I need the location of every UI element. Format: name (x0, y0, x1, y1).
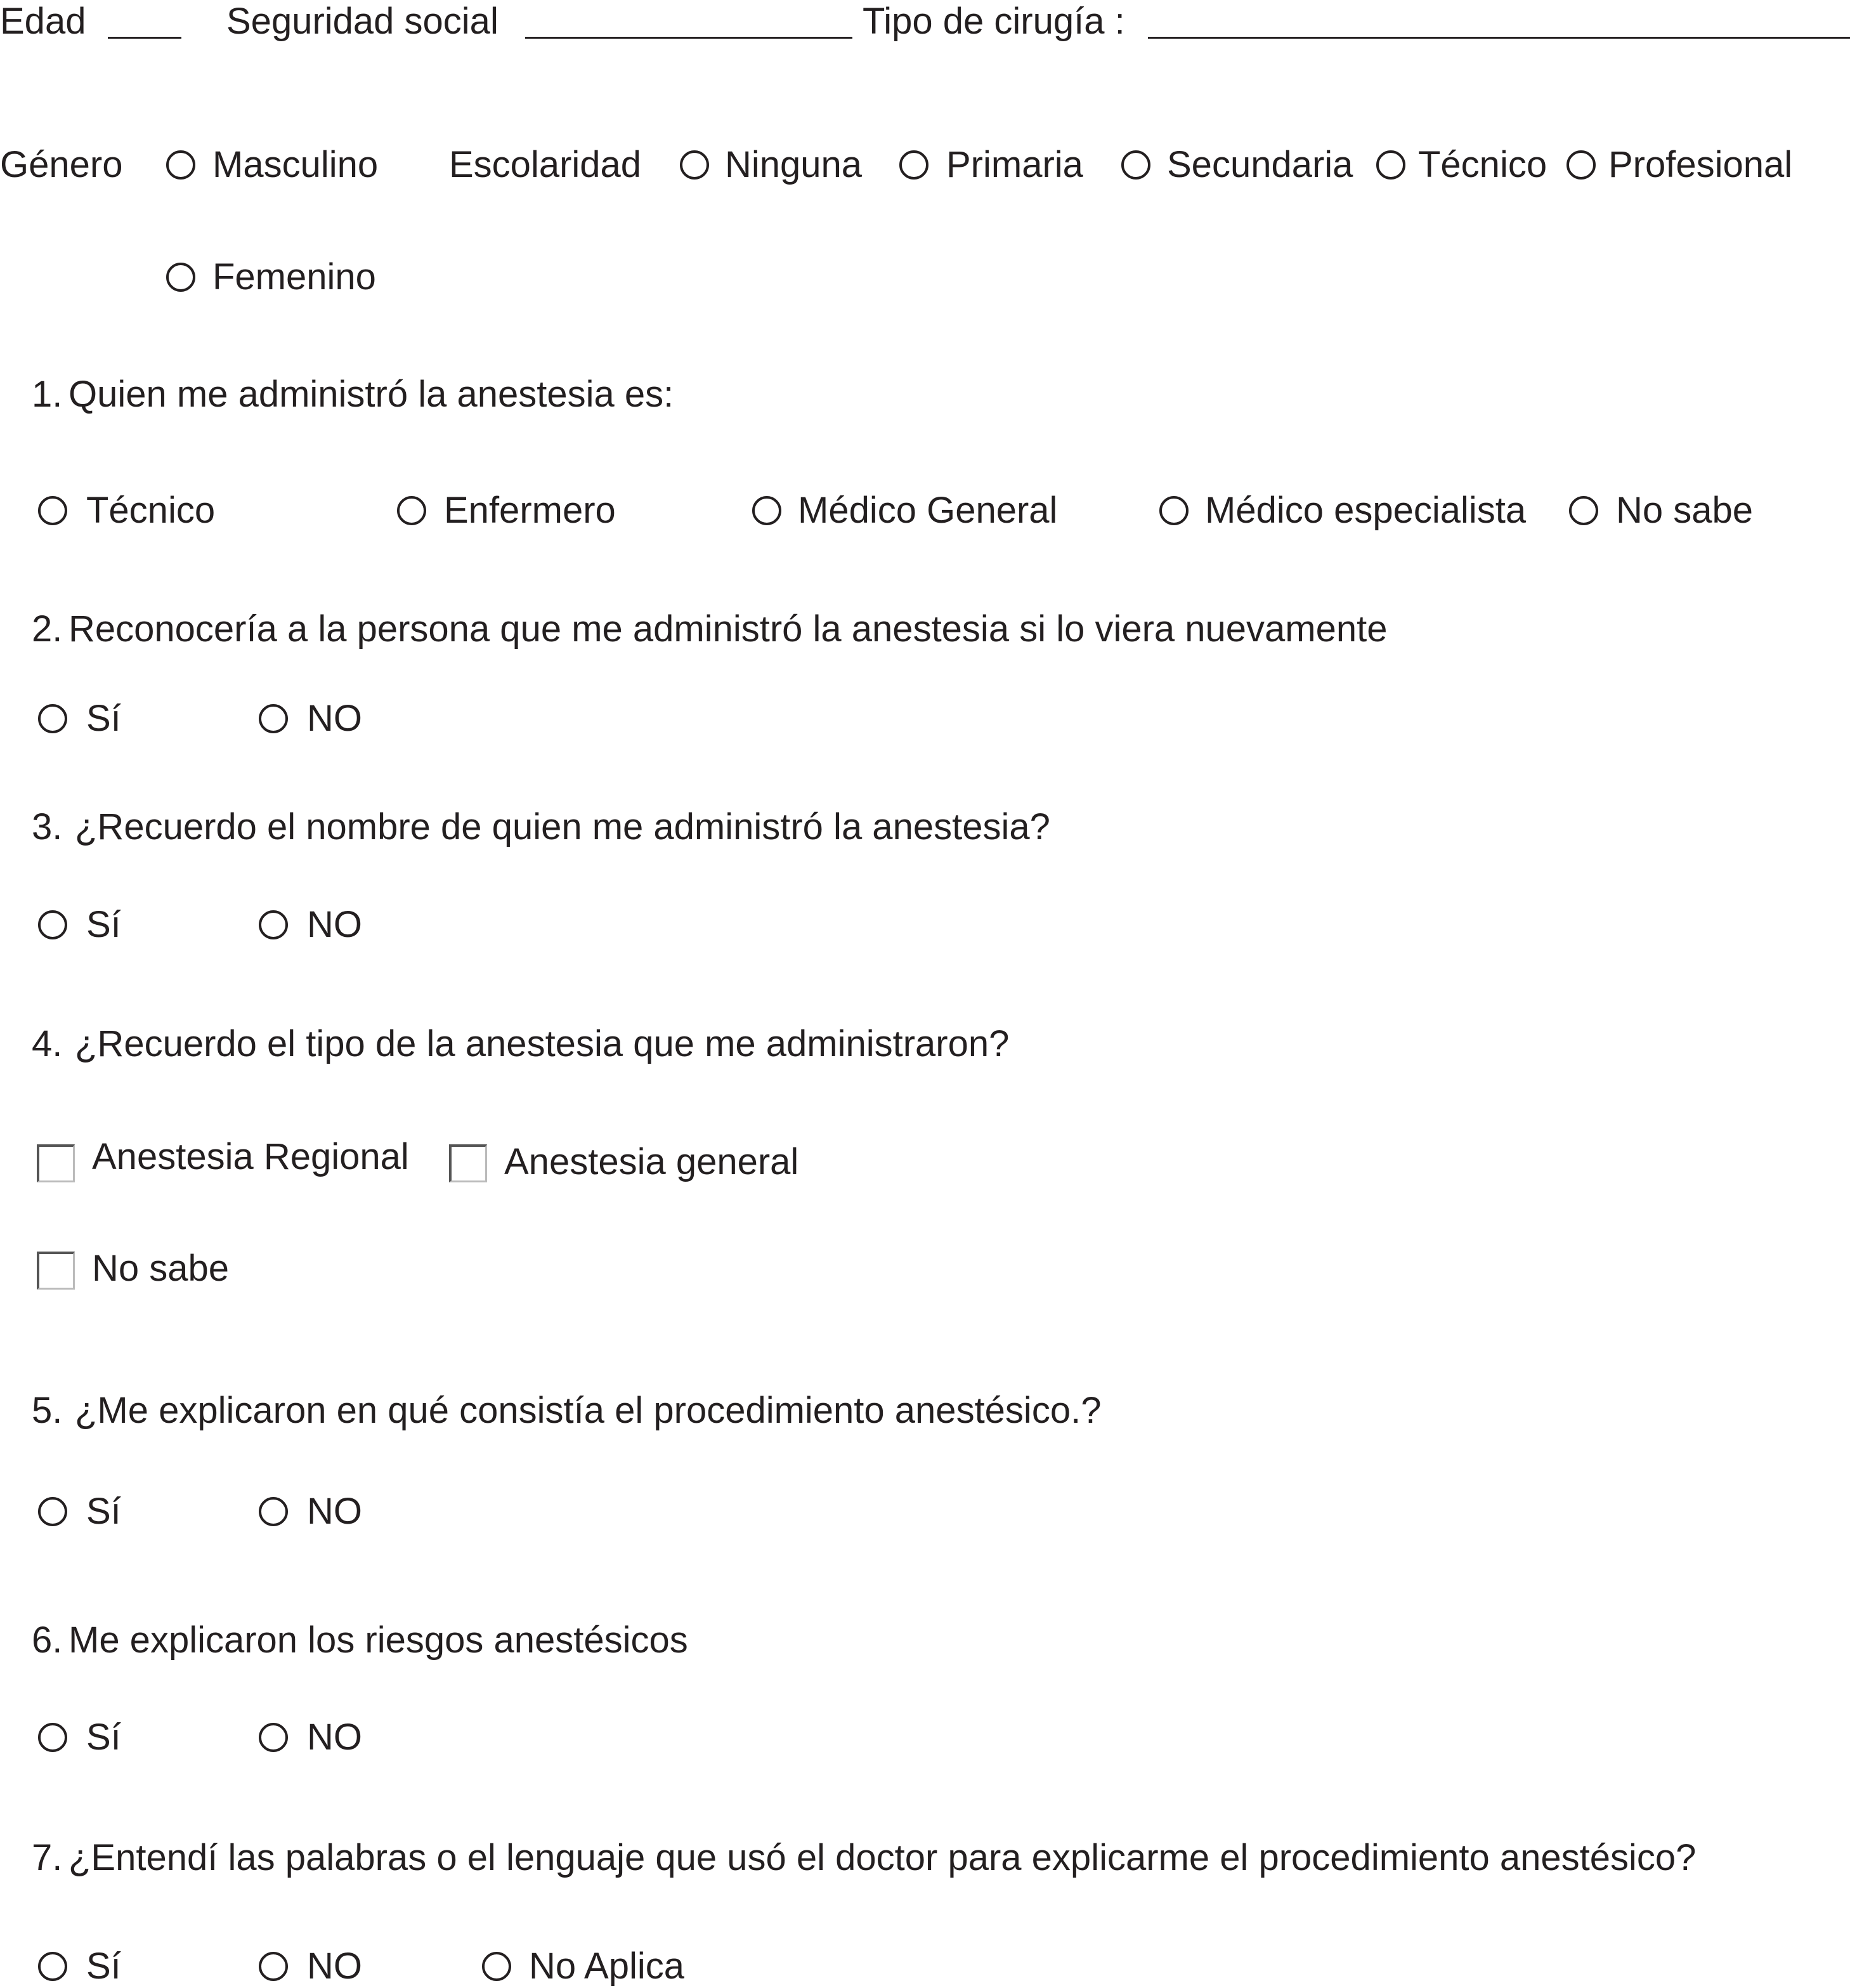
radio-secundaria[interactable] (1121, 150, 1150, 180)
radio-q3-no[interactable] (259, 910, 288, 939)
question-7-text: ¿Entendí las palabras o el lenguaje que usó el doctor para explicarme el procedimiento anestésico? (68, 1837, 1697, 1878)
question-3-text: ¿Recuerdo el nombre de quien me administró la anestesia? (75, 806, 1050, 847)
radio-tecnico-escolaridad[interactable] (1376, 150, 1405, 180)
edad-field[interactable] (108, 37, 181, 39)
question-6-number: 6. (32, 1619, 63, 1661)
seguridad-social-label: Seguridad social (226, 1, 498, 42)
option-secundaria: Secundaria (1167, 144, 1353, 185)
edad-label: Edad (0, 1, 86, 42)
question-5-number: 5. (32, 1390, 63, 1431)
radio-masculino[interactable] (166, 150, 195, 180)
question-1-text: Quien me administró la anestesia es: (68, 374, 674, 415)
option-profesional: Profesional (1608, 144, 1793, 185)
q1-option-enfermero: Enfermero (444, 490, 616, 531)
genero-label: Género (0, 144, 123, 185)
question-4-number: 4. (32, 1023, 63, 1064)
checkbox-q4-regional[interactable] (37, 1144, 75, 1182)
radio-q7-no[interactable] (259, 1952, 288, 1981)
q6-option-no: NO (307, 1717, 362, 1758)
radio-q6-si[interactable] (38, 1723, 67, 1752)
radio-q7-no-aplica[interactable] (482, 1952, 511, 1981)
checkbox-q4-no-sabe[interactable] (37, 1252, 75, 1290)
radio-q1-no-sabe[interactable] (1569, 496, 1598, 525)
option-masculino: Masculino (212, 144, 379, 185)
question-1-number: 1. (32, 374, 63, 415)
q7-option-no-aplica: No Aplica (529, 1945, 685, 1987)
radio-q1-medico-general[interactable] (752, 496, 781, 525)
radio-ninguna[interactable] (680, 150, 709, 180)
q2-option-si: Sí (86, 698, 121, 739)
q3-option-si: Sí (86, 904, 121, 945)
tipo-cirugia-field[interactable] (1148, 37, 1850, 39)
radio-femenino[interactable] (166, 263, 195, 292)
q4-option-no-sabe: No sabe (92, 1248, 230, 1289)
question-5-text: ¿Me explicaron en qué consistía el procedimiento anestésico.? (75, 1390, 1102, 1431)
radio-q1-medico-especialista[interactable] (1159, 496, 1189, 525)
q4-option-general: Anestesia general (504, 1141, 799, 1182)
q1-option-medico-especialista: Médico especialista (1205, 490, 1527, 531)
checkbox-q4-general[interactable] (449, 1144, 487, 1182)
radio-q1-enfermero[interactable] (397, 496, 426, 525)
option-ninguna: Ninguna (725, 144, 863, 185)
radio-primaria[interactable] (899, 150, 928, 180)
radio-q2-si[interactable] (38, 704, 67, 733)
question-6-text: Me explicaron los riesgos anestésicos (68, 1619, 688, 1661)
question-2-text: Reconocería a la persona que me administró la anestesia si lo viera nuevamente (68, 608, 1388, 650)
q5-option-si: Sí (86, 1491, 121, 1532)
escolaridad-label: Escolaridad (449, 144, 642, 185)
question-4-text: ¿Recuerdo el tipo de la anestesia que me administraron? (75, 1023, 1010, 1064)
radio-q5-si[interactable] (38, 1497, 67, 1526)
option-tecnico-escolaridad: Técnico (1418, 144, 1547, 185)
q5-option-no: NO (307, 1491, 362, 1532)
question-3-number: 3. (32, 806, 63, 847)
radio-q7-si[interactable] (38, 1952, 67, 1981)
seguridad-social-field[interactable] (525, 37, 852, 39)
question-7-number: 7. (32, 1837, 63, 1878)
radio-q3-si[interactable] (38, 910, 67, 939)
radio-q1-tecnico[interactable] (38, 496, 67, 525)
question-2-number: 2. (32, 608, 63, 650)
q1-option-medico-general: Médico General (798, 490, 1058, 531)
q2-option-no: NO (307, 698, 362, 739)
q6-option-si: Sí (86, 1717, 121, 1758)
option-primaria: Primaria (946, 144, 1083, 185)
q4-option-regional: Anestesia Regional (92, 1136, 409, 1177)
option-femenino: Femenino (212, 256, 376, 298)
q7-option-no: NO (307, 1945, 362, 1987)
q7-option-si: Sí (86, 1945, 121, 1987)
q3-option-no: NO (307, 904, 362, 945)
radio-q5-no[interactable] (259, 1497, 288, 1526)
tipo-cirugia-label: Tipo de cirugía : (863, 1, 1125, 42)
radio-q2-no[interactable] (259, 704, 288, 733)
radio-q6-no[interactable] (259, 1723, 288, 1752)
radio-profesional[interactable] (1567, 150, 1596, 180)
q1-option-tecnico: Técnico (86, 490, 216, 531)
q1-option-no-sabe: No sabe (1616, 490, 1754, 531)
